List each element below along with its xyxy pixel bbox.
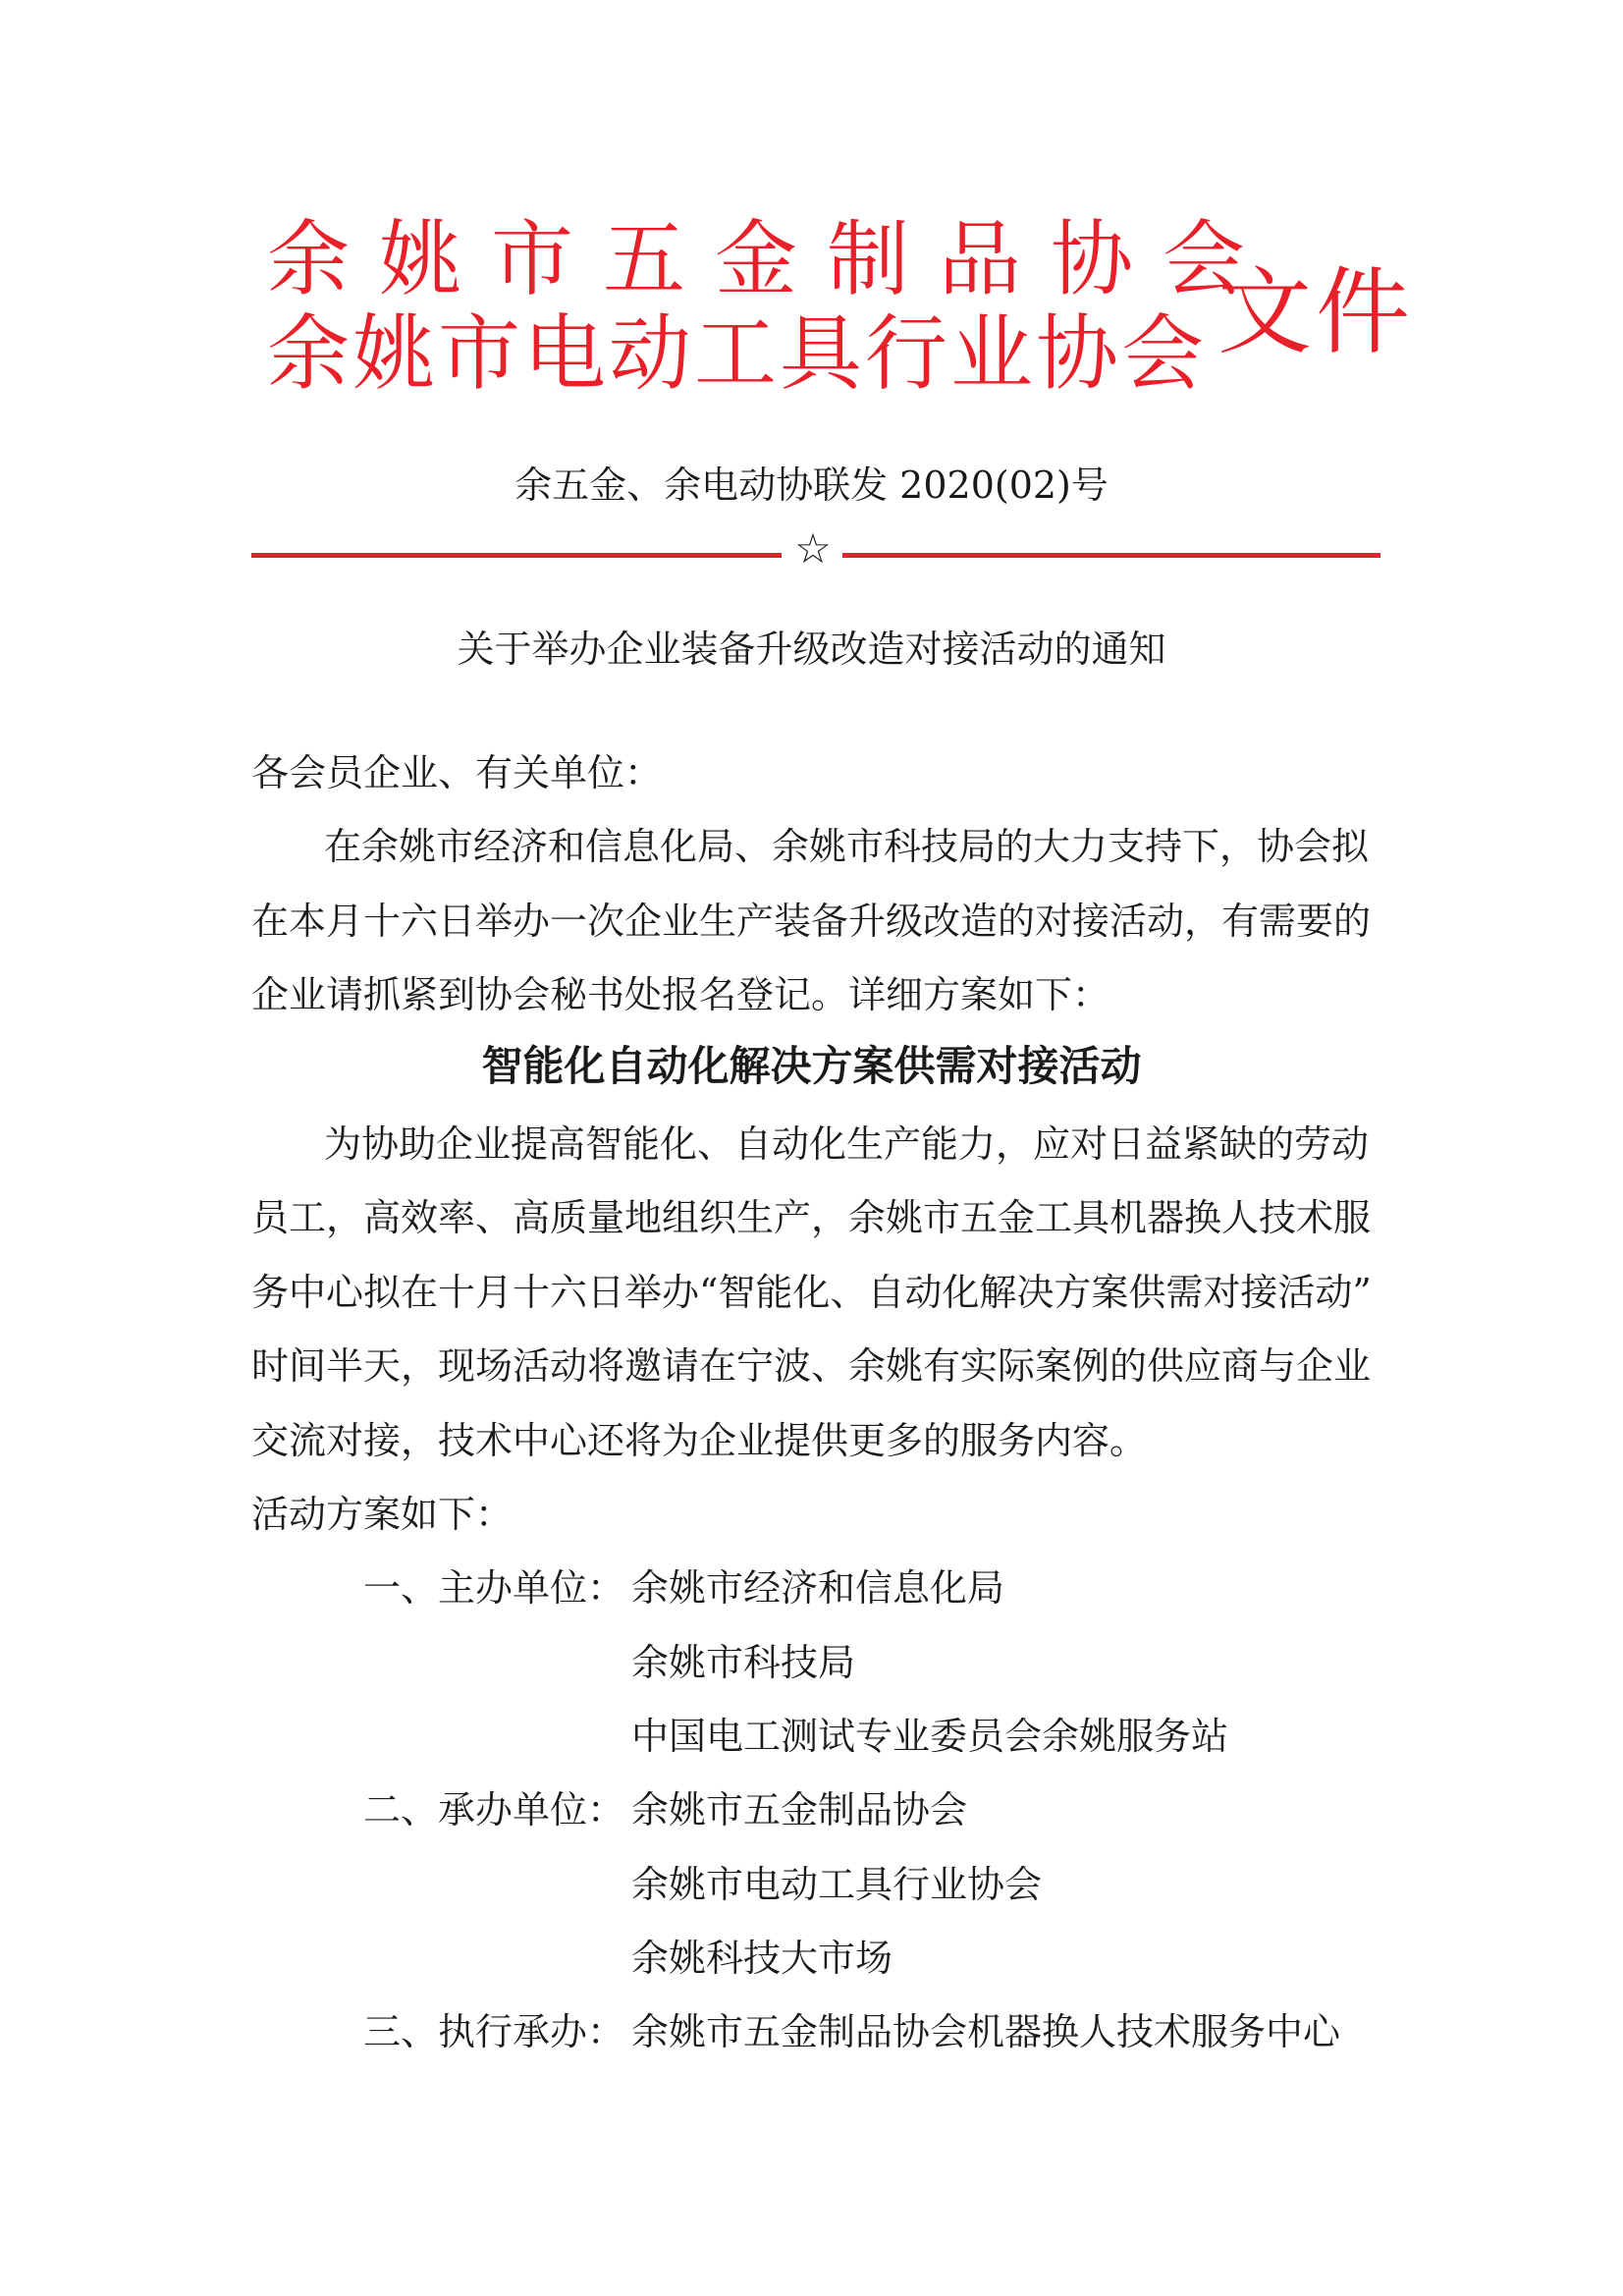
letterhead-suffix: 文件	[1217, 257, 1414, 367]
salutation: 各会员企业、有关单位：	[251, 751, 663, 794]
section-label-executor: 三、执行承办：	[363, 2010, 625, 2053]
letterhead-line-1: 余姚市五金制品协会	[267, 211, 1275, 307]
paragraph-1-line: 企业请抓紧到协会秘书处报名登记。详细方案如下：	[251, 973, 1110, 1016]
host-name: 余姚市五金制品协会	[631, 1788, 968, 1831]
star-outline-icon: ☆	[794, 524, 832, 573]
host-name: 余姚市电动工具行业协会	[631, 1863, 1043, 1906]
paragraph-2-line: 为协助企业提高智能化、自动化生产能力，应对日益紧缺的劳动	[324, 1122, 1370, 1166]
paragraph-1-line: 在余姚市经济和信息化局、余姚市科技局的大力支持下，协会拟	[324, 825, 1370, 868]
paragraph-2-line: 交流对接，技术中心还将为企业提供更多的服务内容。	[251, 1419, 1148, 1462]
section-label-host: 二、承办单位：	[363, 1788, 625, 1831]
event-title: 智能化自动化解决方案供需对接活动	[481, 1042, 1142, 1090]
red-rule-right	[842, 553, 1380, 558]
organizer-name: 中国电工测试专业委员会余姚服务站	[631, 1715, 1229, 1758]
plan-intro: 活动方案如下：	[251, 1493, 514, 1536]
letterhead-line-2: 余姚市电动工具行业协会	[267, 305, 1208, 402]
host-name: 余姚科技大市场	[631, 1937, 893, 1980]
notice-title: 关于举办企业装备升级改造对接活动的通知	[457, 628, 1166, 671]
red-rule-left	[251, 553, 782, 558]
paragraph-2-line: 员工，高效率、高质量地组织生产，余姚市五金工具机器换人技术服	[251, 1196, 1372, 1239]
executor-name: 余姚市五金制品协会机器换人技术服务中心	[631, 2010, 1341, 2053]
paragraph-2-line: 务中心拟在十月十六日举办“智能化、自动化解决方案供需对接活动”	[251, 1271, 1372, 1314]
paragraph-1-line: 在本月十六日举办一次企业生产装备升级改造的对接活动，有需要的	[251, 900, 1372, 943]
organizer-name: 余姚市科技局	[631, 1641, 856, 1684]
section-label-organizer: 一、主办单位：	[363, 1566, 625, 1610]
document-number: 余五金、余电动协联发 2020(02)号	[514, 464, 1109, 507]
paragraph-2-line: 时间半天，现场活动将邀请在宁波、余姚有实际案例的供应商与企业	[251, 1344, 1372, 1388]
organizer-name: 余姚市经济和信息化局	[631, 1566, 1005, 1610]
